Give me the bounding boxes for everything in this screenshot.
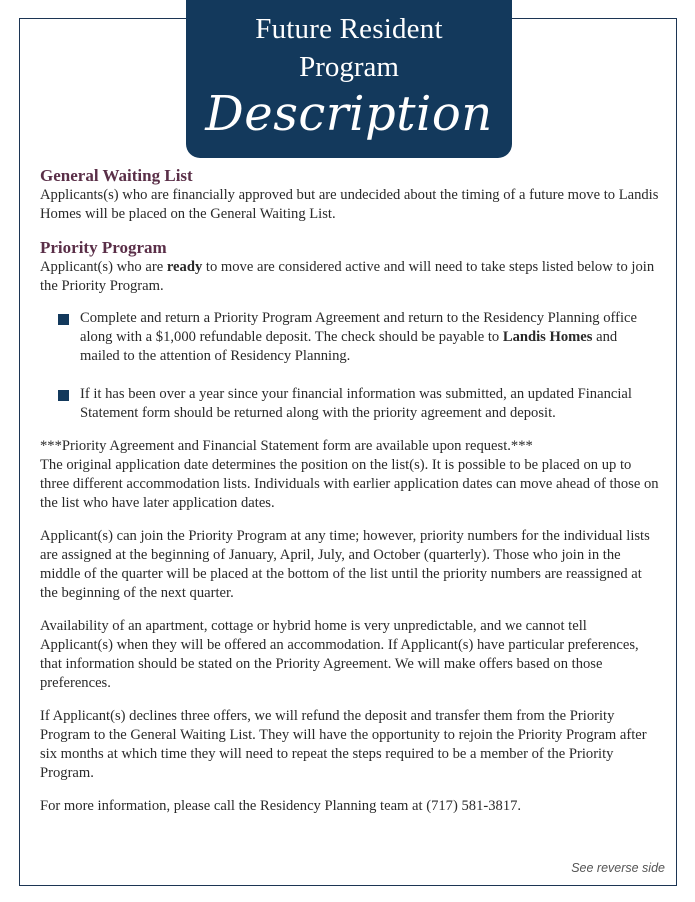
contact-paragraph: For more information, please call the Residency Planning team at (717) 581-3817. [40,798,522,814]
join-priority-paragraph: Applicant(s) can join the Priority Program at any time; however, priority numbers for the individual lists are assigned at the beginning of January, April, July, and October (quarterly). Those who join in the middle of the quarter will be placed at the bottom of the list until the priority numbers are reassigned at the beginning of the next quarter. [40,528,650,601]
title-script: Description [205,86,493,142]
general-waiting-list-text: Applicants(s) who are financially approved but are undecided about the timing of a future move to Landis Homes will be placed on the General Waiting List. [40,187,659,222]
declines-offers-paragraph: If Applicant(s) declines three offers, we will refund the deposit and transfer them from the Priority Program to the General Waiting List. They will have the opportunity to rejoin the Priority Program after six months at which time they will need to repeat the steps required to be a member of the Priority Program. [40,708,647,781]
general-waiting-list-heading: General Waiting List [40,166,193,185]
list-item: Complete and return a Priority Program Agreement and return to the Residency Planning office along with a $1,000 refundable deposit. The check should be payable to Landis Homes and mailed to the attention of Residency Planning. [58,309,660,366]
square-bullet-icon [58,390,69,401]
priority-program-text: Applicant(s) who are ready to move are considered active and will need to take steps listed below to join the Priority Program. [40,259,655,294]
landis-homes-emphasis: Landis Homes [502,329,593,345]
title-line-1: Future Resident [255,13,443,45]
see-reverse-note: See reverse side [571,861,665,875]
title-line-2: Program [299,51,399,83]
title-banner [186,0,512,158]
availability-note: ***Priority Agreement and Financial Statement form are available upon request.*** [40,438,533,454]
list-item: If it has been over a year since your financial information was submitted, an updated Financial Statement form should be returned along with the priority agreement and deposit. [58,385,660,423]
ready-emphasis: ready [166,259,203,275]
priority-program-heading: Priority Program [40,238,167,257]
availability-paragraph: Availability of an apartment, cottage or hybrid home is very unpredictable, and we cannot tell Applicant(s) when they will be offered an accommodation. If Applicant(s) have particular preferences, that information should be stated on the Priority Agreement. We will make offers based on those preferences. [40,618,639,691]
application-date-paragraph: The original application date determines the position on the list(s). It is possible to be placed on up to three different accommodation lists. Individuals with earlier application dates can move ahead of those on the list who have later application dates. [40,457,659,511]
document-body [40,166,660,816]
steps-list [58,309,660,423]
square-bullet-icon [58,314,69,325]
